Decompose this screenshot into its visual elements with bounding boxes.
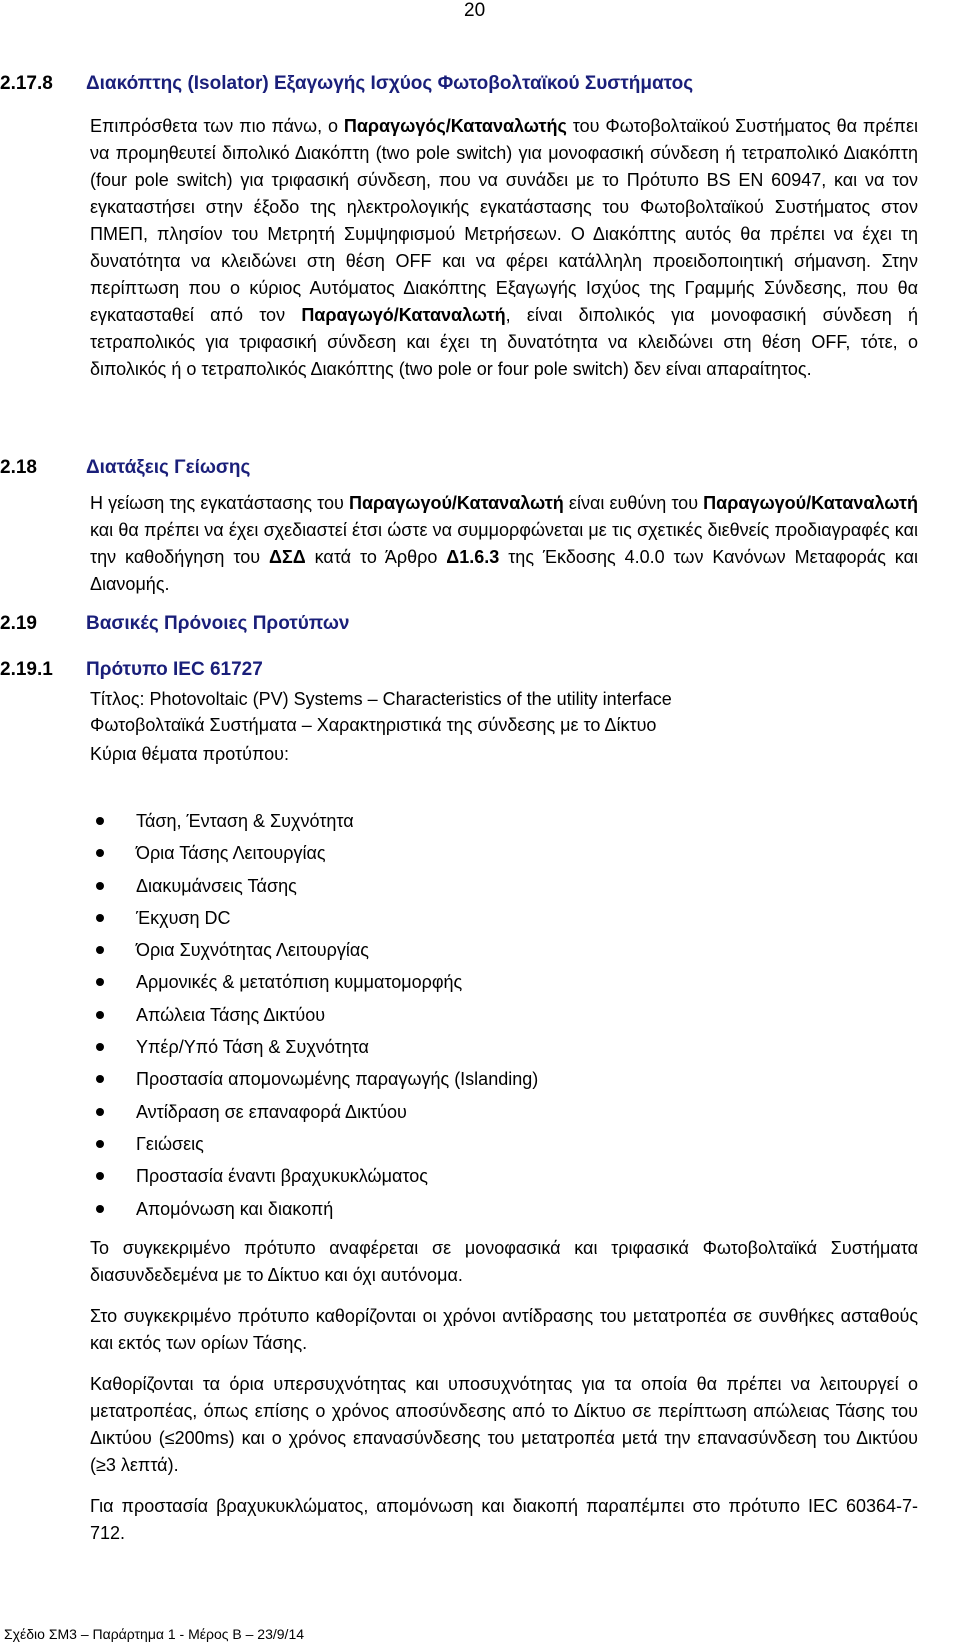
bold-term: Παραγωγού/Καταναλωτή bbox=[348, 493, 564, 513]
paragraph-scope: Το συγκεκριμένο πρότυπο αναφέρεται σε μονοφασικά και τριφασικά Φωτοβολταϊκά Συστήματα διασυνδεδεμένα με το Δίκτυο και όχι αυτόνομα. bbox=[90, 1238, 918, 1285]
paragraph-response-times: Στο συγκεκριμένο πρότυπο καθορίζονται οι χρόνοι αντίδρασης του μετατροπέα σε συνθήκες ασταθούς και εκτός των ορίων Τάσης. bbox=[90, 1306, 918, 1353]
section-number: 2.17.8 bbox=[0, 73, 53, 94]
text-run: Επιπρόσθετα των πιο πάνω, ο bbox=[90, 116, 344, 136]
paragraph-isolator bbox=[90, 113, 918, 383]
list-item bbox=[90, 805, 910, 837]
bullet-icon bbox=[96, 1011, 104, 1019]
list-item-text: Διακυμάνσεις Τάσης bbox=[136, 875, 297, 896]
bullet-icon bbox=[96, 946, 104, 954]
list-item bbox=[90, 1063, 910, 1095]
section-title: Πρότυπο IEC 61727 bbox=[86, 659, 263, 680]
bullet-icon bbox=[96, 1172, 104, 1180]
section-title: Διατάξεις Γείωσης bbox=[86, 457, 251, 478]
bullet-icon bbox=[96, 1140, 104, 1148]
page-footer: Σχέδιο ΣΜ3 – Παράρτημα 1 - Μέρος Β – 23/9/14 bbox=[4, 1626, 305, 1642]
list-item-text: Απομόνωση και διακοπή bbox=[136, 1198, 334, 1219]
list-item-text: Προστασία απομονωμένης παραγωγής (Islanding) bbox=[136, 1069, 539, 1090]
bold-term: Παραγωγό/Καταναλωτή bbox=[301, 305, 506, 325]
list-item bbox=[90, 1128, 910, 1160]
bullet-icon bbox=[96, 1108, 104, 1116]
section-heading-2-19-1 bbox=[0, 659, 263, 681]
section-heading-2-17-8 bbox=[0, 73, 693, 95]
section-number: 2.19 bbox=[0, 613, 37, 634]
list-item-text: Όρια Τάσης Λειτουργίας bbox=[136, 843, 326, 864]
list-item-text: Αρμονικές & μετατόπιση κυμματομορφής bbox=[136, 972, 463, 993]
list-item bbox=[90, 870, 910, 902]
bullet-icon bbox=[96, 978, 104, 986]
bullet-icon bbox=[96, 1205, 104, 1213]
page-number: 20 bbox=[464, 0, 486, 21]
section-title: Βασικές Πρόνοιες Προτύπων bbox=[86, 613, 350, 634]
list-item bbox=[90, 966, 910, 998]
paragraph-short-circuit: Για προστασία βραχυκυκλώματος, απομόνωση και διακοπή παραπέμπει στο πρότυπο IEC 60364-7-712. bbox=[90, 1496, 918, 1543]
text-run: , είναι διπολικός για μονοφασική σύνδεση ή τετραπολικός για τριφασική σύνδεση και έχει τη δυνατότητα να κλειδώνει στη θέση OFF, τότε, ο διπολικός ή ο τετραπολικός Διακόπτης (two pole or four pole switch) δεν είναι απαραίτητος. bbox=[90, 305, 918, 379]
bullet-icon bbox=[96, 817, 104, 825]
topics-list bbox=[90, 805, 910, 1225]
section-heading-2-19 bbox=[0, 613, 349, 635]
bold-term: ΔΣΔ bbox=[269, 547, 306, 567]
bold-term: Παραγωγός/Καταναλωτής bbox=[343, 116, 567, 136]
list-item-text: Γειώσεις bbox=[136, 1133, 204, 1154]
section-heading-2-18 bbox=[0, 457, 250, 479]
list-item-text: Προστασία έναντι βραχυκυκλώματος bbox=[136, 1166, 428, 1187]
bullet-icon bbox=[96, 1043, 104, 1051]
paragraph-frequency-limits: Καθορίζονται τα όρια υπερσυχνότητας και υποσυχνότητας για τα οποία θα πρέπει να λειτουργεί ο μετατροπέας, όπως επίσης ο χρόνος αποσύνδεσης από το Δίκτυο σε περίπτωση απώλειας Τάσης του Δικτύου (≤200ms) και ο χρόνος επανασύνδεσης του μετατροπέα μετά την επανασύνδεση του Δικτύου (≥3 λεπτά). bbox=[90, 1374, 918, 1475]
text-run: κατά το Άρθρο bbox=[305, 547, 447, 567]
list-item bbox=[90, 1160, 910, 1192]
section-number: 2.19.1 bbox=[0, 659, 53, 680]
bold-term: Δ1.6.3 bbox=[446, 547, 500, 567]
bullet-icon bbox=[96, 849, 104, 857]
standard-title-en: Τίτλος: Photovoltaic (PV) Systems – Characteristics of the utility interface bbox=[90, 689, 672, 709]
list-item bbox=[90, 999, 910, 1031]
list-item-text: Απώλεια Τάσης Δικτύου bbox=[136, 1004, 326, 1025]
list-item bbox=[90, 1096, 910, 1128]
list-item bbox=[90, 934, 910, 966]
list-item-text: Όρια Συχνότητας Λειτουργίας bbox=[136, 940, 369, 961]
bullet-icon bbox=[96, 1075, 104, 1083]
list-item-text: Υπέρ/Υπό Τάση & Συχνότητα bbox=[136, 1037, 369, 1058]
list-item bbox=[90, 837, 910, 869]
list-item-text: Τάση, Ένταση & Συχνότητα bbox=[136, 811, 354, 831]
section-number: 2.18 bbox=[0, 457, 37, 478]
bold-term: Παραγωγού/Καταναλωτή bbox=[703, 493, 918, 513]
list-item bbox=[90, 1193, 910, 1225]
text-run: είναι ευθύνη του bbox=[563, 493, 704, 513]
list-item bbox=[90, 902, 910, 934]
standard-title-gr: Φωτοβολταϊκά Συστήματα – Χαρακτηριστικά της σύνδεσης με το Δίκτυο bbox=[90, 715, 657, 735]
text-run: Η γείωση της εγκατάστασης του bbox=[90, 493, 349, 513]
section-title: Διακόπτης (Isolator) Εξαγωγής Ισχύος Φωτοβολταϊκού Συστήματος bbox=[86, 73, 694, 94]
bullet-icon bbox=[96, 914, 104, 922]
bullet-icon bbox=[96, 882, 104, 890]
list-item-text: Αντίδραση σε επαναφορά Δικτύου bbox=[136, 1101, 407, 1122]
text-run: της Έκδοσης 4.0.0 των Κανόνων Μεταφοράς και Διανομής. bbox=[90, 547, 918, 594]
topics-label: Κύρια θέματα προτύπου: bbox=[90, 744, 289, 764]
list-item-text: Έκχυση DC bbox=[136, 907, 231, 928]
text-run: του Φωτοβολταϊκού Συστήματος θα πρέπει να προμηθευτεί διπολικό Διακόπτη (two pole switch) για μονοφασική σύνδεση ή τετραπολικό Διακόπτη (four pole switch) για τριφασική σύνδεση, που να συνάδει με το Πρότυπο BS EN 60947, και να τον εγκαταστήσει στην έξοδο της ηλεκτρολογικής εγκατάστασης του Φωτοβολταϊκού Συστήματος στον ΠΜΕΠ, πλησίον του Μετρητή Συμψηφισμού Μετρήσεων. Ο Διακόπτης αυτός θα πρέπει να έχει τη δυνατότητα να κλειδώνει στη θέση OFF και να φέρει κατάλληλη προειδοποιητική σήμανση. Στην περίπτωση που ο κύριος Αυτόματος Διακόπτης Εξαγωγής Ισχύος της Γραμμής Σύνδεσης, που θα εγκατασταθεί από τον bbox=[90, 116, 918, 325]
text-run: και θα πρέπει να έχει σχεδιαστεί έτσι ώστε να συμμορφώνεται με τις σχετικές διεθνείς προδιαγραφές και την καθοδήγηση του bbox=[90, 520, 918, 567]
list-item bbox=[90, 1031, 910, 1063]
paragraph-earthing bbox=[90, 490, 918, 598]
